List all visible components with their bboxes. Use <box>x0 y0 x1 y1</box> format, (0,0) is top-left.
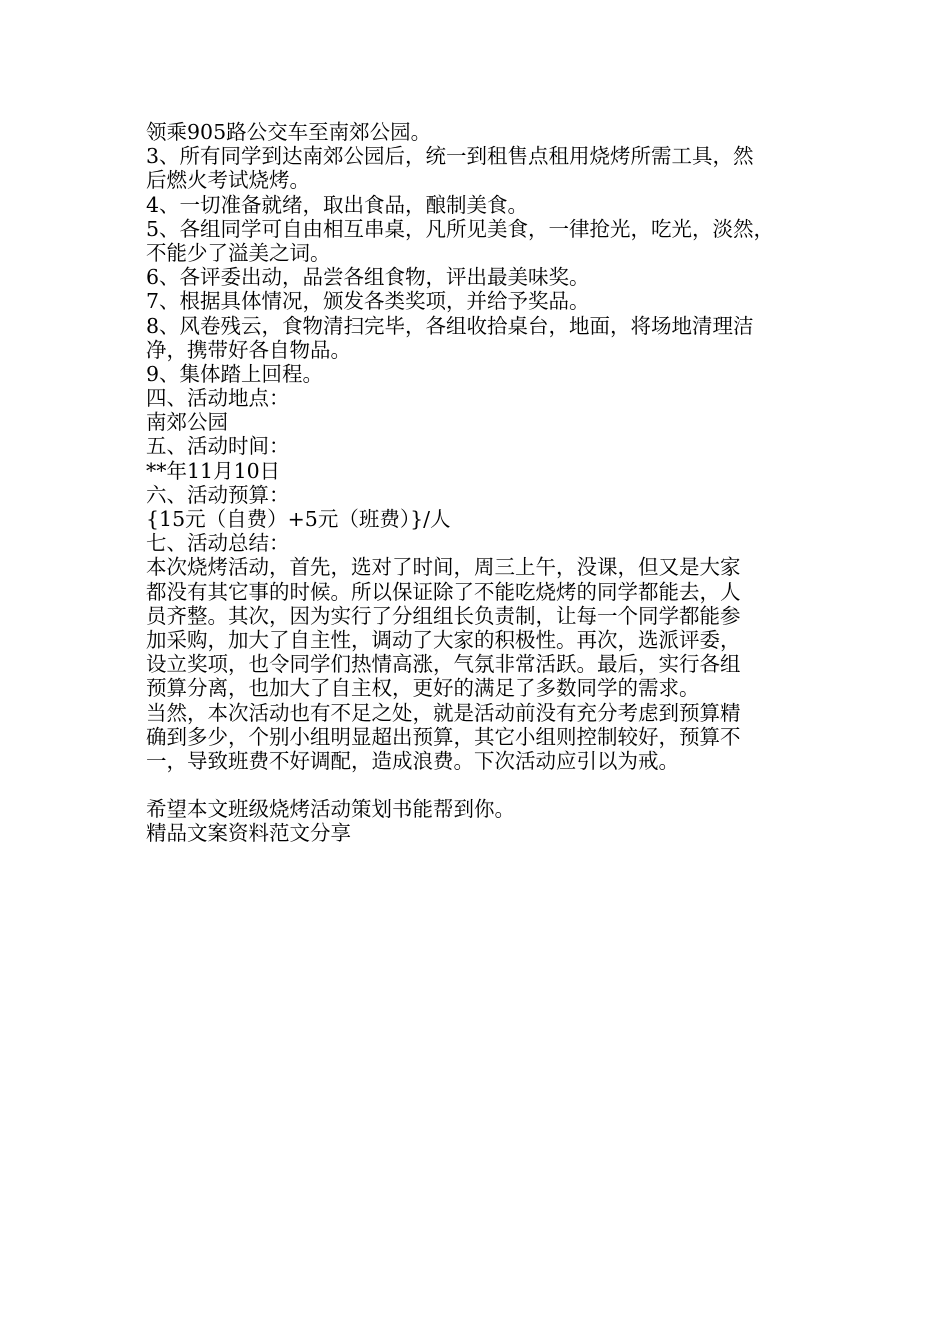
text-line: {15元（自费）+5元（班费）}/人 <box>146 507 451 531</box>
text-line: 9、集体踏上回程。 <box>146 361 324 386</box>
section-heading-summary: 七、活动总结： <box>146 531 290 556</box>
text-line: 后燃火考试烧烤。 <box>146 168 310 193</box>
footer-line: 精品文案资料范文分享 <box>146 821 351 846</box>
text-line: 不能少了溢美之词。 <box>146 240 331 265</box>
text-line: 6、各评委出动，品尝各组食物，评出最美味奖。 <box>146 265 590 290</box>
text-line: 南郊公园 <box>146 410 228 435</box>
blank-line <box>146 773 814 797</box>
closing-line: 希望本文班级烧烤活动策划书能帮到你。 <box>146 797 515 822</box>
text-line: 本次烧烤活动，首先，选对了时间，周三上午，没课，但又是大家 <box>146 555 741 580</box>
text-line: 净，携带好各自物品。 <box>146 337 351 362</box>
text-line: 一，导致班费不好调配，造成浪费。下次活动应引以为戒。 <box>146 748 679 773</box>
section-heading-location: 四、活动地点： <box>146 386 290 411</box>
text-line: **年11月10日 <box>146 458 281 483</box>
text-line: 都没有其它事的时候。所以保证除了不能吃烧烤的同学都能去，人 <box>146 579 741 604</box>
text-line: 当然，本次活动也有不足之处，就是活动前没有充分考虑到预算精 <box>146 700 741 725</box>
text-line: 加采购，加大了自主性，调动了大家的积极性。再次，选派评委， <box>146 627 741 652</box>
text-line: 5、各组同学可自由相互串桌，凡所见美食，一律抢光，吃光，淡然， <box>146 216 775 241</box>
text-line: 4、一切准备就绪，取出食品，酿制美食。 <box>146 192 529 217</box>
text-line: 领乘905路公交车至南郊公园。 <box>146 120 432 144</box>
text-line: 预算分离，也加大了自主权，更好的满足了多数同学的需求。 <box>146 676 700 701</box>
text-line: 8、风卷残云，食物清扫完毕，各组收拾桌台，地面，将场地清理洁 <box>146 313 754 338</box>
text-line: 3、所有同学到达南郊公园后，统一到租售点租用烧烤所需工具，然 <box>146 144 754 169</box>
section-heading-budget: 六、活动预算： <box>146 482 290 507</box>
document-body <box>146 120 814 846</box>
text-line: 员齐整。其次，因为实行了分组组长负责制，让每一个同学都能参 <box>146 603 741 628</box>
text-line: 确到多少，个别小组明显超出预算，其它小组则控制较好，预算不 <box>146 724 741 749</box>
text-line: 设立奖项，也令同学们热情高涨，气氛非常活跃。最后，实行各组 <box>146 652 741 677</box>
section-heading-time: 五、活动时间： <box>146 434 290 459</box>
text-line: 7、根据具体情况，颁发各类奖项，并给予奖品。 <box>146 289 590 314</box>
